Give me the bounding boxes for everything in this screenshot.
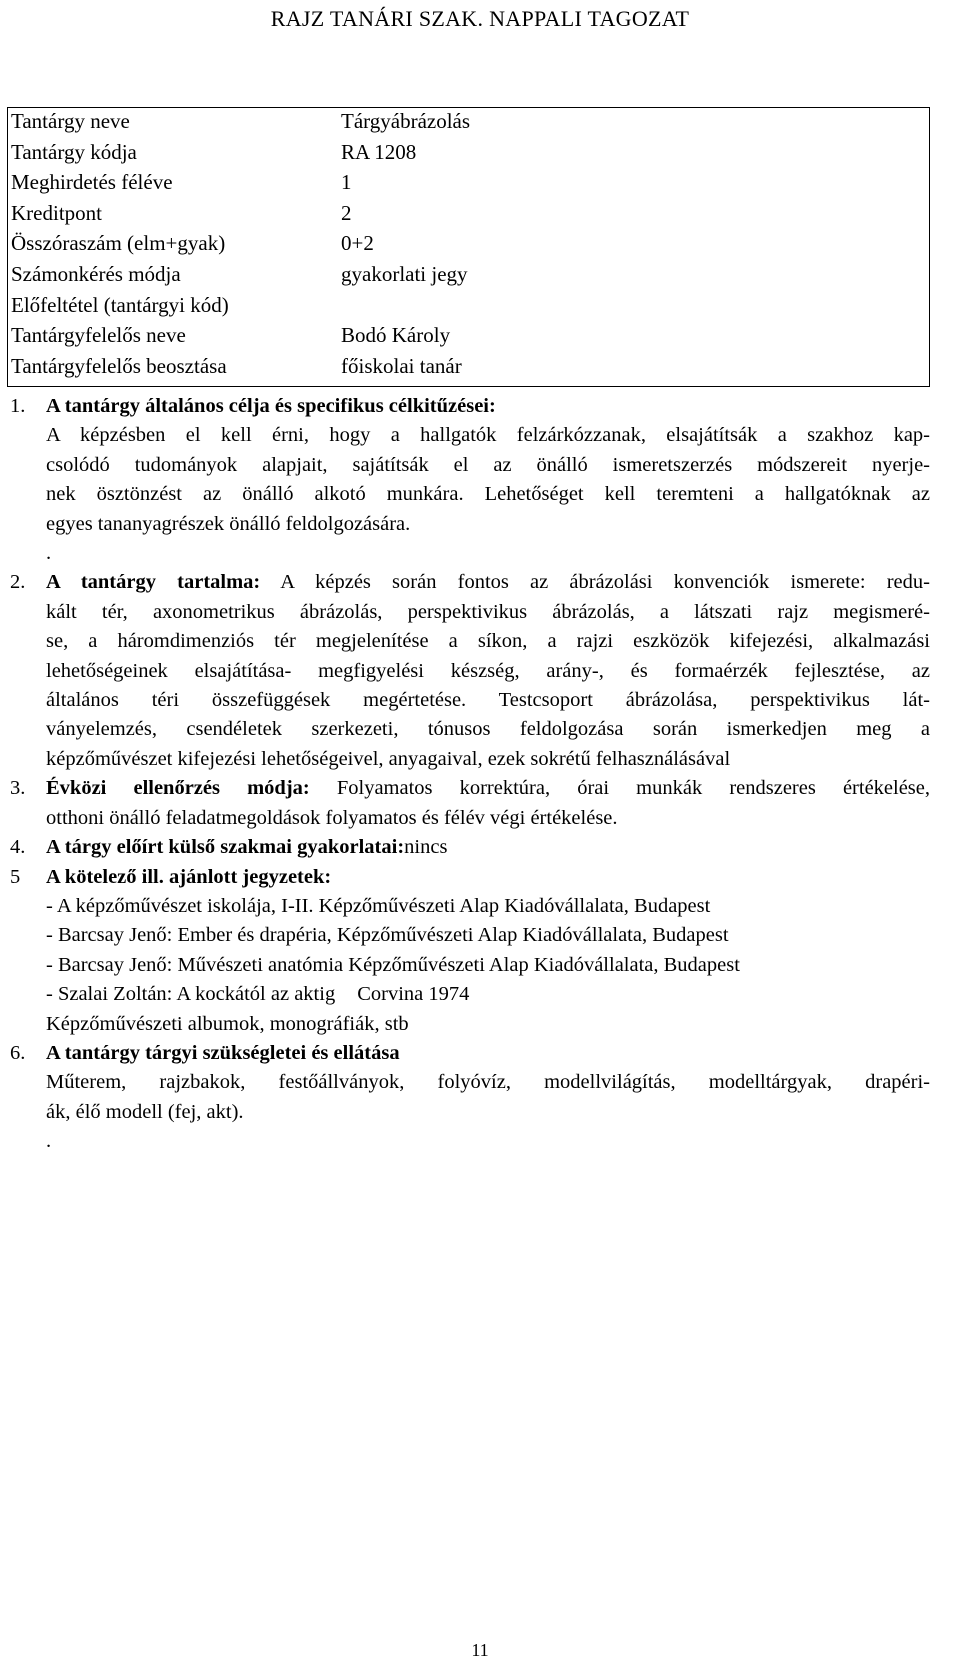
row-value: Bodó Károly <box>341 323 451 348</box>
table-row <box>7 260 930 291</box>
section-number: 1. <box>10 395 26 417</box>
section-6 <box>10 1039 930 1127</box>
section-number: 5 <box>10 865 21 888</box>
table-row <box>7 199 930 230</box>
list-item: - Barcsay Jenő: Ember és drapéria, Képzőművészeti Alap Kiadóvállalata, Budapest <box>46 924 729 947</box>
text-line: Képzőművészeti albumok, monográfiák, stb <box>46 1012 409 1035</box>
list-item: - A képzőművészet iskolája, I-II. Képzőművészeti Alap Kiadóvállalata, Budapest <box>46 894 711 917</box>
document-body <box>10 392 930 1157</box>
section-title: Évközi ellenőrzés módja: <box>46 777 310 800</box>
row-value: 1 <box>341 170 352 195</box>
list-item: - Barcsay Jenő: Művészeti anatómia Képzőművészeti Alap Kiadóvállalata, Budapest <box>46 953 740 976</box>
row-value: főiskolai tanár <box>341 353 462 378</box>
section-title: A tantárgy általános célja és specifikus célkitűzései: <box>46 395 496 417</box>
row-value: 0+2 <box>341 231 374 256</box>
section-title: A tantárgy tárgyi szükségletei és ellátása <box>46 1041 400 1064</box>
row-value <box>335 291 930 322</box>
text-line: lehetőségeinek elsajátítása- megfigyelési készség, arány-, és formaérzék fejlesztése, az <box>46 659 930 682</box>
row-label: Számonkérés módja <box>11 261 181 286</box>
text-line: Folyamatos korrektúra, órai munkák rendszeres értékelése, <box>336 777 931 800</box>
page-header: RAJZ TANÁRI SZAK. NAPPALI TAGOZAT <box>270 6 690 31</box>
text-line: egyes tananyagrészek önálló feldolgozására. <box>46 512 411 535</box>
text-line: otthoni önálló feladatmegoldások folyamatos és félév végi értékelése. <box>46 806 618 829</box>
row-value: RA 1208 <box>341 139 417 164</box>
row-label: Tantárgyfelelős neve <box>11 323 186 348</box>
row-label: Tantárgy kódja <box>11 139 137 164</box>
text-line: nincs <box>404 836 448 859</box>
text-line: képzőművészet kifejezési lehetőségeivel, anyagaival, ezek sokrétű felhasználásával <box>46 747 731 770</box>
section-title: A tantárgy tartalma: <box>46 571 261 594</box>
course-info-table <box>7 107 930 382</box>
text-line: kált tér, axonometrikus ábrázolás, perspektivikus ábrázolás, a látszati rajz megismeré- <box>46 600 930 623</box>
table-row <box>7 291 930 322</box>
section-number: 6. <box>10 1041 26 1064</box>
row-label: Összóraszám (elm+gyak) <box>11 231 226 256</box>
row-label: Meghirdetés féléve <box>11 170 173 195</box>
table-row <box>7 138 930 169</box>
text-line: Műterem, rajzbakok, festőállványok, folyóvíz, modellvilágítás, modelltárgyak, drapéri- <box>46 1071 930 1094</box>
section-title: A tárgy előírt külső szakmai gyakorlatai: <box>46 836 405 859</box>
text-line: ványelemzés, csendéletek szerkezeti, tónusos feldolgozása során ismerkedjen meg a <box>46 718 930 741</box>
text-line: se, a háromdimenziós tér megjelenítése a síkon, a rajzi eszközök kifejezési, alkalmazási <box>46 630 930 653</box>
separator-dot: . <box>46 542 52 565</box>
page-number: 11 <box>471 1640 489 1660</box>
row-label: Tantárgyfelelős beosztása <box>11 353 227 378</box>
text-line: általános téri összefüggések megértetése. Testcsoport ábrázolása, perspektivikus lát- <box>46 689 930 712</box>
row-label: Tantárgy neve <box>11 109 130 133</box>
separator-dot: . <box>46 1130 52 1153</box>
section-number: 2. <box>10 571 26 594</box>
table-row <box>7 229 930 260</box>
table-row <box>7 321 930 352</box>
text-line: csolódó tudományok alapjait, sajátítsák el az önálló ismeretszerzés módszereit nyerje- <box>46 453 930 476</box>
row-label: Előfeltétel (tantárgyi kód) <box>11 292 229 317</box>
row-value: 2 <box>341 200 352 225</box>
text-line: ák, élő modell (fej, akt). <box>46 1100 244 1123</box>
table-row <box>7 107 930 138</box>
section-2 <box>10 568 930 774</box>
table-row <box>7 352 930 383</box>
text-line: A képzés során fontos az ábrázolási konvenciók ismerete: redu- <box>280 571 930 594</box>
text-line: nek ösztönzést az önálló alkotó munkára. Lehetőséget kell teremteni a hallgatóknak az <box>46 483 930 506</box>
row-label: Kreditpont <box>11 200 102 225</box>
row-value: Tárgyábrázolás <box>341 109 471 133</box>
section-number: 3. <box>10 777 26 800</box>
section-5 <box>10 863 930 1039</box>
section-3 <box>10 774 930 833</box>
text-line: A képzésben el kell érni, hogy a hallgatók felzárkózzanak, elsajátítsák a szakhoz kap- <box>46 424 930 447</box>
section-4 <box>10 833 930 862</box>
section-number: 4. <box>10 836 26 859</box>
table-row <box>7 168 930 199</box>
section-1 <box>10 392 930 539</box>
row-value: gyakorlati jegy <box>341 261 468 286</box>
section-title: A kötelező ill. ajánlott jegyzetek: <box>46 865 332 888</box>
list-item: - Szalai Zoltán: A kockától az aktig Corvina 1974 <box>46 983 470 1006</box>
